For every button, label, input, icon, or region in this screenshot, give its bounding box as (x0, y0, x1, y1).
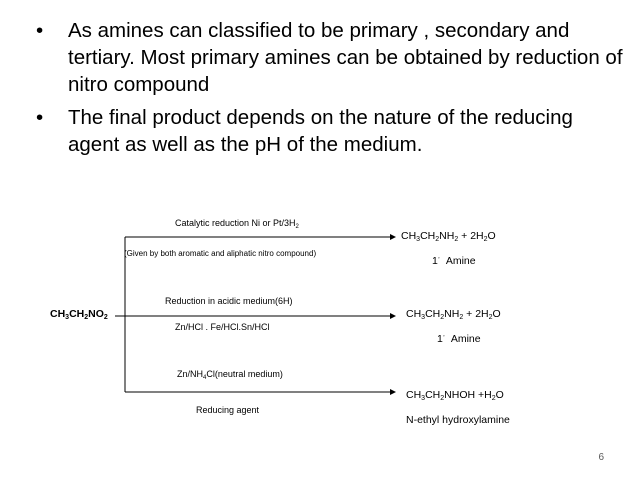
branch1-product-name: 1◦ Amine (432, 255, 476, 267)
bullet-dot-icon: • (36, 19, 44, 42)
branch1-note: (Given by both aromatic and aliphatic nitro compound) (124, 249, 317, 258)
page-number: 6 (598, 452, 604, 463)
bullet-dot-icon: • (36, 106, 44, 129)
branch2-condition: Reduction in acidic medium(6H) (165, 296, 293, 306)
branch2-product-name: 1◦ Amine (437, 333, 481, 345)
branch2-reagents: Zn/HCl . Fe/HCl.Sn/HCl (175, 322, 270, 332)
branch3-product-name: N-ethyl hydroxylamine (406, 414, 510, 426)
branch3-condition: $Zn/NH_4Cl(neutral$ medium) (177, 369, 283, 381)
branch3-note: Reducing agent (196, 405, 260, 415)
branch1-condition: Catalytic reduction Ni or $Pt/3H_2$ (175, 218, 299, 230)
branch1-product: $CH_3CH_2NH_2 + 2H_2O$ (401, 230, 496, 243)
bullet-text: As amines can classified to be primary , secondary and tertiary. Most primary amines can be obtained by reduction of nitro compound (68, 19, 623, 96)
bullet-text: The final product depends on the nature of the reducing agent as well as the pH of the medium. (68, 106, 573, 156)
reactant-formula: $CH_3CH_2NO_2$ (50, 308, 108, 321)
branch2-product: $CH_3CH_2NH_2 + 2H_2O$ (406, 308, 501, 321)
branch3-product: $CH_3CH_2NHOH +H_2O$ (406, 389, 504, 402)
